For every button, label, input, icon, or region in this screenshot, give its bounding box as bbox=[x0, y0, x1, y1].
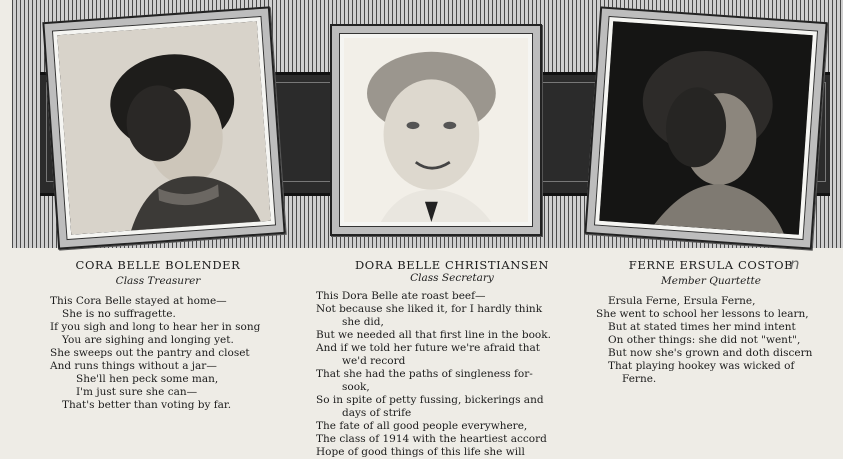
column-ferne bbox=[596, 258, 826, 386]
poem-line: And runs things without a jar— bbox=[50, 360, 217, 372]
column-cora bbox=[50, 258, 266, 412]
portrait-illustration bbox=[599, 21, 812, 234]
poem-line: She'll hen peck some man, bbox=[76, 373, 219, 385]
portrait-mat bbox=[339, 33, 533, 227]
portrait-frame-dora bbox=[330, 24, 542, 236]
poem-line: she did, bbox=[342, 316, 384, 328]
poem-line: She is no suffragette. bbox=[62, 308, 176, 320]
poem-line: That playing hookey was wicked of bbox=[608, 360, 795, 372]
portrait-frame-cora bbox=[42, 6, 285, 249]
portrait-photo-ferne bbox=[599, 21, 812, 234]
poem-line: The fate of all good people everywhere, bbox=[316, 420, 528, 432]
poem-line: That she had the paths of singleness for- bbox=[316, 368, 533, 380]
student-name: FERNE ERSULA COSTOB bbox=[628, 258, 794, 272]
column-dora bbox=[316, 258, 566, 459]
poem-line: we'd record bbox=[342, 355, 406, 367]
handwritten-margin-note: n bbox=[790, 255, 800, 273]
student-role: Class Secretary bbox=[410, 272, 494, 284]
poem-line: On other things: she did not "went", bbox=[608, 334, 801, 346]
poem-line: She went to school her lessons to learn, bbox=[596, 308, 809, 320]
student-role: Member Quartette bbox=[661, 275, 761, 287]
poem-ferne bbox=[596, 295, 826, 386]
student-name: DORA BELLE CHRISTIANSEN bbox=[354, 258, 550, 272]
poem-line: You are sighing and longing yet. bbox=[62, 334, 234, 346]
portrait-frame-ferne bbox=[584, 6, 827, 249]
poem-line: I'm just sure she can— bbox=[76, 386, 198, 398]
poem-line: days of strife bbox=[342, 407, 412, 419]
poem-line: That's better than voting by far. bbox=[62, 399, 232, 411]
poem-line: She sweeps out the pantry and closet bbox=[50, 347, 250, 359]
poem-line: So in spite of petty fussing, bickerings and bbox=[316, 394, 544, 406]
portrait-illustration bbox=[344, 38, 528, 222]
portrait-photo-dora bbox=[344, 38, 528, 222]
poem-line: But we needed all that first line in the book. bbox=[316, 329, 551, 341]
poem-line: Not because she liked it, for I hardly think bbox=[316, 303, 543, 315]
poem-line: And if we told her future we're afraid that bbox=[316, 342, 540, 354]
portrait-mat bbox=[594, 16, 818, 240]
poem-line: But now she's grown and doth discern bbox=[608, 347, 813, 359]
poem-line: Ferne. bbox=[622, 373, 657, 385]
student-role: Class Treasurer bbox=[115, 275, 201, 287]
portrait-photo-cora bbox=[57, 21, 270, 234]
portrait-illustration bbox=[57, 21, 270, 234]
poem-cora bbox=[50, 295, 266, 412]
portrait-mat bbox=[52, 16, 276, 240]
student-name: CORA BELLE BOLENDER bbox=[75, 258, 241, 272]
poem-line: If you sigh and long to hear her in song bbox=[50, 321, 261, 333]
poem-line: sook, bbox=[342, 381, 370, 393]
poem-dora bbox=[316, 290, 566, 459]
poem-line: But at stated times her mind intent bbox=[608, 321, 796, 333]
poem-line: Hope of good things of this life she will bbox=[316, 446, 525, 458]
poem-line: This Cora Belle stayed at home— bbox=[50, 295, 227, 307]
poem-line: Ersula Ferne, Ersula Ferne, bbox=[608, 295, 756, 307]
poem-line: The class of 1914 with the heartiest accord bbox=[316, 433, 547, 445]
poem-line: This Dora Belle ate roast beef— bbox=[316, 290, 486, 302]
